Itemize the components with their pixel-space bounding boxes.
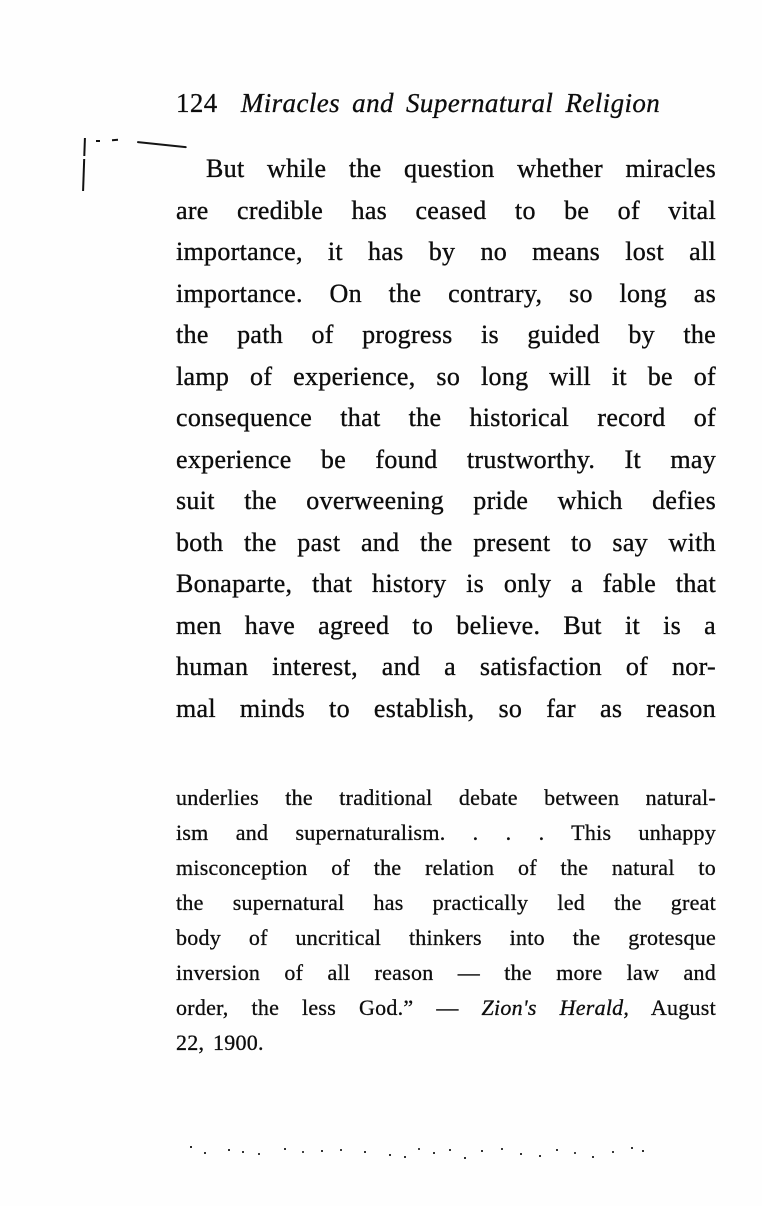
footnote-line: underlies the traditional debate between natural-: [176, 785, 716, 810]
text-line: both the past and the present to say with: [176, 527, 716, 557]
footnote-line: 22, 1900.: [176, 1030, 264, 1055]
footnote-line: body of uncritical thinkers into the grotesque: [176, 925, 716, 950]
footnote-citation-line: [176, 990, 716, 1025]
text-line: are credible has ceased to be of vital: [176, 195, 716, 225]
pen-mark-dash: [137, 141, 187, 148]
text-line: Bonaparte, that history is only a fable that: [176, 569, 716, 598]
book-title: Miracles and Supernatural Religion: [240, 88, 661, 118]
text-line: men have agreed to believe. But it is a: [176, 610, 716, 640]
pen-mark-dot: [112, 139, 118, 141]
text-line: consequence that the historical record of: [176, 403, 716, 432]
page-number: 124: [176, 88, 218, 118]
text-line: But while the question whether miracles: [206, 154, 716, 183]
text-line: importance, it has by no means lost all: [176, 237, 716, 266]
footnote-block: [176, 780, 716, 1060]
footnote-line: ism and supernaturalism. . . . This unhappy: [176, 820, 716, 845]
text-line: importance. On the contrary, so long as: [176, 278, 716, 308]
footnote-line: inversion of all reason — the more law and: [176, 960, 716, 985]
text-line: the path of progress is guided by the: [176, 320, 716, 349]
text-line: mal minds to establish, so far as reason: [176, 693, 716, 723]
scan-speckle-row: [190, 1146, 192, 1148]
running-header: [176, 88, 716, 119]
citation-post: August: [629, 995, 716, 1020]
pen-mark-vertical: [82, 138, 86, 191]
citation-source: Zion's Herald,: [481, 995, 630, 1020]
text-line: suit the overweening pride which defies: [176, 486, 716, 515]
pen-mark-dot: [96, 140, 100, 142]
text-line: lamp of experience, so long will it be of: [176, 361, 716, 391]
text-line: experience be found trustworthy. It may: [176, 444, 716, 474]
citation-pre: order, the less God.” —: [176, 995, 482, 1020]
main-paragraph: [176, 148, 716, 729]
footnote-line: the supernatural has practically led the great: [176, 890, 716, 915]
text-line: human interest, and a satisfaction of nor-: [176, 652, 716, 681]
footnote-line: misconception of the relation of the natural to: [176, 855, 716, 880]
